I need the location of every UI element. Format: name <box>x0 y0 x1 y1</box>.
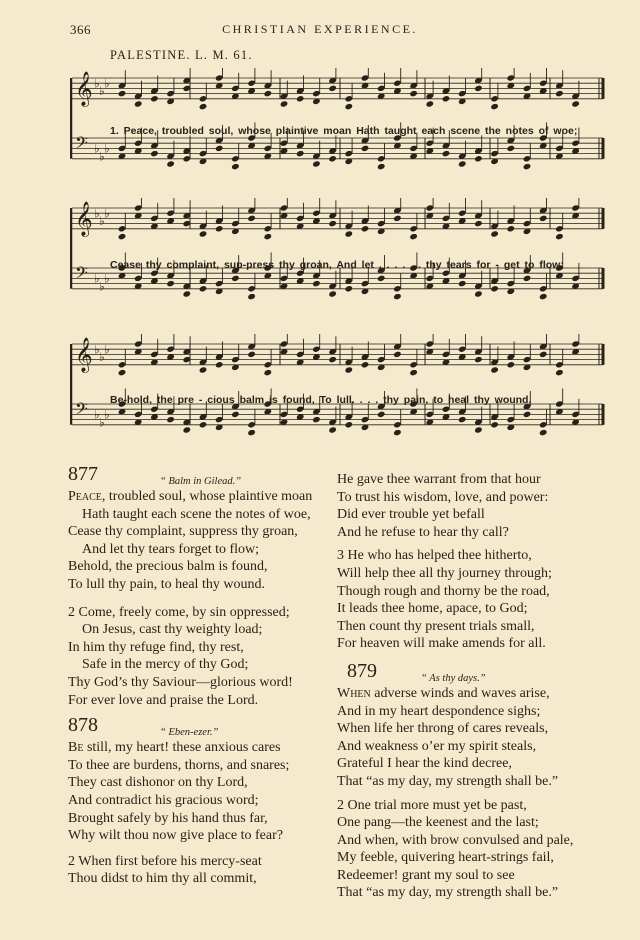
note-head <box>393 429 402 436</box>
hymn-879-line: And when, with brow convulsed and pale, <box>337 832 574 848</box>
hymn-877-line: And let thy tears forget to flow; <box>82 541 260 557</box>
note-head <box>523 163 532 170</box>
note-head <box>555 369 564 376</box>
note-head <box>361 225 370 232</box>
hymn-877-line: To lull thy pain, to heal thy wound. <box>68 576 265 592</box>
note-head <box>507 145 516 152</box>
hymn-877-cont-line: 3 He who has helped thee hitherto, <box>337 548 532 564</box>
hymn-879-line: My feeble, quivering heart-strings fail, <box>337 850 554 866</box>
note-head <box>118 369 127 376</box>
flat-icon: ♭ <box>99 415 105 430</box>
note-head <box>199 366 208 373</box>
note-head <box>458 280 467 287</box>
flat-icon: ♭ <box>104 407 110 422</box>
staff-group <box>71 198 603 300</box>
note-head <box>150 150 159 157</box>
flat-icon: ♭ <box>94 141 100 156</box>
note-head <box>361 361 370 368</box>
note-head <box>328 290 337 297</box>
note-head <box>377 275 386 282</box>
note-head <box>166 416 175 423</box>
hymn-878-line: Why wilt thou now give place to fear? <box>68 828 283 844</box>
hymn-879-title: “ As thy days.” <box>421 672 486 684</box>
note-head <box>345 285 354 292</box>
staff-group <box>71 68 603 170</box>
note-head <box>134 100 143 107</box>
hymn-878-number: 878 <box>68 714 98 737</box>
bass-clef-icon: 𝄢 <box>75 398 88 423</box>
note-head <box>409 233 418 240</box>
note-head <box>199 421 208 428</box>
flat-icon: ♭ <box>99 214 105 229</box>
flat-icon: ♭ <box>104 141 110 156</box>
note-head <box>312 416 321 423</box>
note-head <box>490 366 499 373</box>
flat-icon: ♭ <box>99 350 105 365</box>
note-head <box>328 155 337 162</box>
treble-clef-icon: 𝄞 <box>75 201 93 237</box>
note-head <box>199 285 208 292</box>
note-head <box>539 429 548 436</box>
note-head <box>215 145 224 152</box>
flat-icon: ♭ <box>99 149 105 164</box>
hymn-878-line: And contradict his gracious word; <box>68 792 259 808</box>
note-head <box>231 275 240 282</box>
flat-icon: ♭ <box>94 271 100 286</box>
bass-clef-icon: 𝄢 <box>75 262 88 287</box>
right-column <box>337 471 607 902</box>
hymn-879-number: 879 <box>347 659 377 682</box>
flat-icon: ♭ <box>104 342 110 357</box>
note-head <box>490 285 499 292</box>
hymn-877-cont-line: Though rough and thorny be the road, <box>337 583 550 599</box>
lyric-line-2: Cease thy complaint, sup-press thy groan, And let . . . . . . thy tears for - get to flow; <box>110 259 564 271</box>
note-head <box>377 411 386 418</box>
note-head <box>328 220 337 227</box>
note-head <box>361 145 370 152</box>
hymn-877-line: 2 Come, freely come, by sin oppressed; <box>68 604 290 620</box>
note-head <box>539 351 548 358</box>
hymn-877-line: Cease thy complaint, suppress thy groan, <box>68 524 298 540</box>
hymn-878-title: “ Eben-ezer.” <box>160 727 219 739</box>
hymn-879-line: Redeemer! grant my soul to see <box>337 867 515 883</box>
note-head <box>345 230 354 237</box>
note-head <box>199 230 208 237</box>
note-head <box>490 230 499 237</box>
bass-clef-icon: 𝄢 <box>75 132 88 157</box>
note-head <box>377 163 386 170</box>
note-head <box>264 233 273 240</box>
hymn-877-title: “ Balm in Gilead.” <box>160 476 242 487</box>
flat-icon: ♭ <box>94 76 100 91</box>
flat-icon: ♭ <box>104 76 110 91</box>
staff-group <box>71 334 603 436</box>
note-head <box>247 215 256 222</box>
note-head <box>571 100 580 107</box>
note-head <box>264 90 273 97</box>
hymn-877-line: Behold, the precious balm is found, <box>68 559 268 575</box>
note-head <box>296 95 305 102</box>
hymn-879-line: Grateful I hear the kind decree, <box>337 756 512 772</box>
hymn-877-cont-line: For heaven will make amends for all. <box>337 636 546 652</box>
note-head <box>393 351 402 358</box>
running-head: CHRISTIAN EXPERIENCE. <box>222 22 418 36</box>
note-head <box>280 100 289 107</box>
lyric-line-3: Be-hold, the pre - cious balm is found, To lull. . . . thy pain, to heal thy wound. <box>110 394 532 406</box>
note-head <box>150 95 159 102</box>
hymn-877-header <box>68 463 336 488</box>
note-head <box>231 163 240 170</box>
hymn-878-line: 2 When first before his mercy-seat <box>68 853 262 869</box>
note-head <box>345 421 354 428</box>
note-head <box>247 429 256 436</box>
hymn-879-line: And weakness o’er my spirit steals, <box>337 738 537 754</box>
lyric-line-1: 1. Peace, troubled soul, whose plaintive moan Hath taught each scene the notes of woe; <box>110 125 578 137</box>
note-head <box>409 90 418 97</box>
note-head <box>458 160 467 167</box>
treble-clef-icon: 𝄞 <box>75 71 93 107</box>
note-head <box>312 160 321 167</box>
note-head <box>490 103 499 110</box>
note-head <box>474 220 483 227</box>
note-head <box>328 426 337 433</box>
hymn-877-line: Hath taught each scene the notes of woe, <box>82 506 311 522</box>
note-head <box>328 356 337 363</box>
note-head <box>539 293 548 300</box>
note-head <box>231 411 240 418</box>
note-head <box>247 351 256 358</box>
note-head <box>312 280 321 287</box>
note-head <box>490 421 499 428</box>
tune-title: PALESTINE. L. M. 61. <box>110 48 253 62</box>
note-head <box>345 103 354 110</box>
note-head <box>215 361 224 368</box>
note-head <box>199 103 208 110</box>
note-head <box>183 290 192 297</box>
flat-icon: ♭ <box>99 279 105 294</box>
hymn-877-cont-line: It leads thee home, apace, to God; <box>337 601 528 617</box>
note-head <box>474 290 483 297</box>
flat-icon: ♭ <box>104 206 110 221</box>
note-head <box>166 280 175 287</box>
note-head <box>426 100 435 107</box>
note-head <box>442 150 451 157</box>
hymn-877-cont-line: To trust his wisdom, love, and power: <box>337 489 549 505</box>
note-head <box>507 361 516 368</box>
hymn-879-line: When life her throng of cares reveals, <box>337 721 549 737</box>
flat-icon: ♭ <box>104 271 110 286</box>
note-head <box>166 160 175 167</box>
note-head <box>393 293 402 300</box>
flat-icon: ♭ <box>94 407 100 422</box>
hymn-877-line: Thy God’s thy Saviour—glorious word! <box>68 674 293 690</box>
hymn-879-line: One pang—the keenest and the last; <box>337 815 539 831</box>
hymn-879-header <box>337 659 607 685</box>
note-head <box>215 225 224 232</box>
note-head <box>474 356 483 363</box>
hymn-877-number: 877 <box>68 463 98 485</box>
hymn-879-line: That “as my day, my strength shall be.” <box>337 885 559 901</box>
hymn-877-cont-line: Then count thy present trials small, <box>337 618 535 634</box>
hymn-877-line: Peace, troubled soul, whose plaintive moan <box>68 489 313 504</box>
note-head <box>345 366 354 373</box>
hymn-879-line: 2 One trial more must yet be past, <box>337 797 527 813</box>
hymn-878-line: To thee are burdens, thorns, and snares; <box>68 757 290 773</box>
note-head <box>247 293 256 300</box>
note-head <box>183 426 192 433</box>
treble-clef-icon: 𝄞 <box>75 337 93 373</box>
note-head <box>328 85 337 92</box>
note-head <box>555 233 564 240</box>
hymn-878-line: Be still, my heart! these anxious cares <box>68 740 281 756</box>
left-column <box>68 463 336 888</box>
hymn-878-line: They cast dishonor on thy Lord, <box>68 775 248 791</box>
note-head <box>507 225 516 232</box>
flat-icon: ♭ <box>94 206 100 221</box>
hymn-878-line: Brought safely by his hand thus far, <box>68 810 268 826</box>
note-head <box>409 369 418 376</box>
hymn-879-line: That “as my day, my strength shall be.” <box>337 773 559 789</box>
note-head <box>458 416 467 423</box>
note-head <box>523 411 532 418</box>
hymn-877-cont-line: He gave thee warrant from that hour <box>337 472 541 487</box>
note-head <box>555 90 564 97</box>
hymn-877-cont-line: Did ever trouble yet befall <box>337 507 485 523</box>
hymn-877-line: In him thy refuge find, thy rest, <box>68 639 244 655</box>
note-head <box>264 369 273 376</box>
note-head <box>442 95 451 102</box>
note-head <box>296 150 305 157</box>
page-number: 366 <box>70 22 91 37</box>
note-head <box>474 426 483 433</box>
flat-icon: ♭ <box>94 342 100 357</box>
note-head <box>539 215 548 222</box>
note-head <box>118 233 127 240</box>
note-head <box>474 155 483 162</box>
hymn-877-cont-line: Will help thee all thy journey through; <box>337 565 552 581</box>
hymn-878-line: Thou didst to him thy all commit, <box>68 871 257 887</box>
hymn-878-header <box>68 714 336 739</box>
note-head <box>118 90 127 97</box>
flat-icon: ♭ <box>99 84 105 99</box>
hymn-877-line: Safe in the mercy of thy God; <box>82 657 249 673</box>
note-head <box>393 215 402 222</box>
hymn-877-line: On Jesus, cast thy weighty load; <box>82 622 263 638</box>
hymn-879-line: And in my heart despondence sighs; <box>337 703 541 719</box>
note-head <box>523 275 532 282</box>
note-head <box>474 85 483 92</box>
hymn-877-cont-line: And he refuse to hear thy call? <box>337 524 509 540</box>
hymn-877-line: For ever love and praise the Lord. <box>68 692 259 708</box>
hymn-879-line: When adverse winds and waves arise, <box>337 685 550 701</box>
